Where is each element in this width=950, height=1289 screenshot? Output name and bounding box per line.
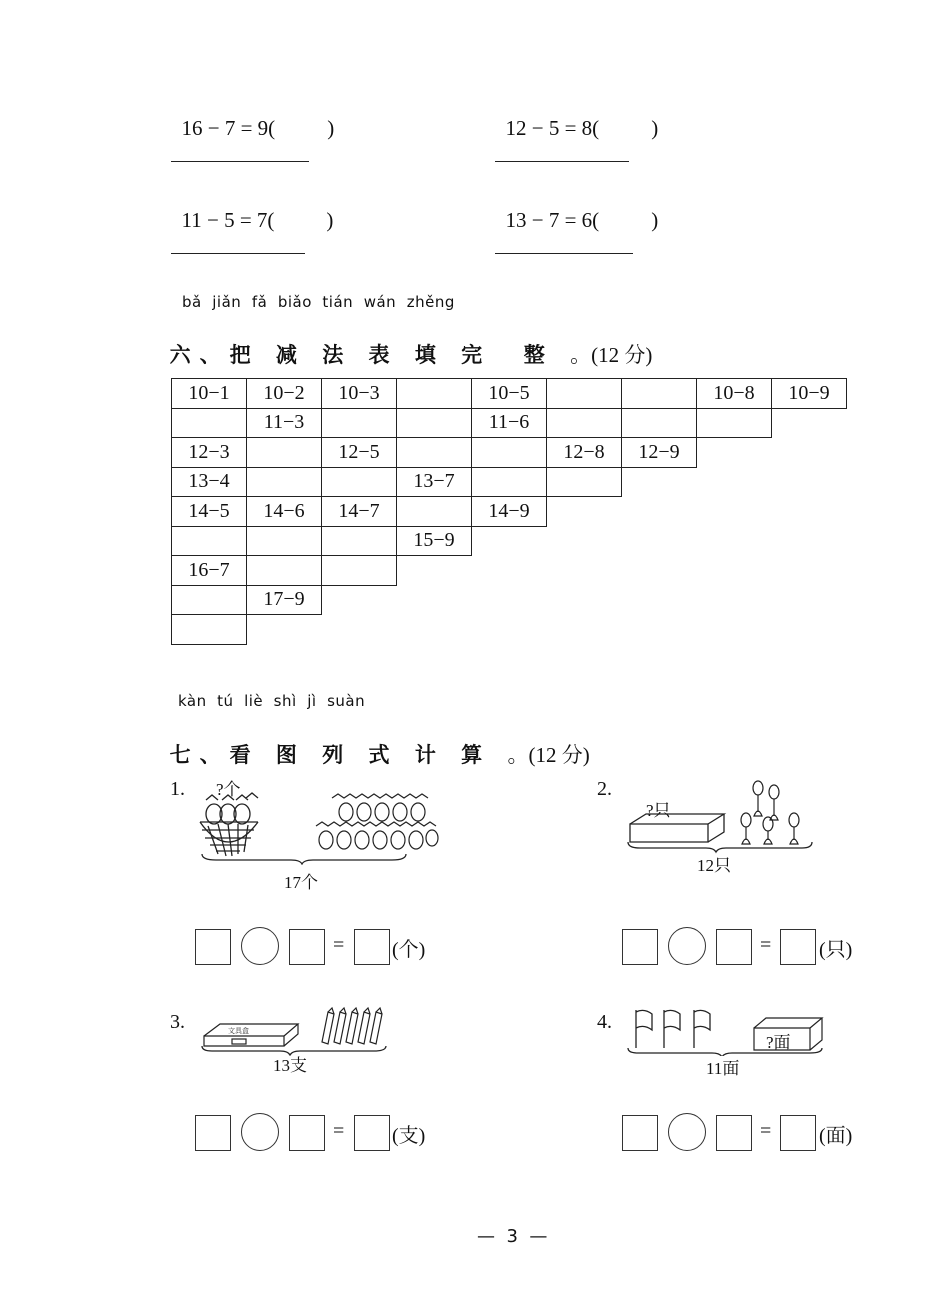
problem-4-question-label: ?面 — [766, 1033, 791, 1052]
table-spacer — [322, 585, 397, 615]
table-cell: 14−5 — [172, 497, 247, 527]
table-blank-cell[interactable] — [622, 408, 697, 438]
svg-text:文具盒: 文具盒 — [228, 1027, 249, 1035]
operator-circle[interactable] — [668, 1113, 706, 1151]
section6-pinyin: bǎ jiǎn fǎ biǎo tián wán zhěng — [182, 293, 455, 311]
table-row — [172, 497, 847, 527]
table-row — [172, 526, 847, 556]
table-blank-cell[interactable] — [547, 379, 622, 409]
table-spacer — [772, 615, 847, 645]
table-blank-cell[interactable] — [247, 467, 322, 497]
equals-sign: = — [760, 934, 772, 956]
table-spacer — [547, 585, 622, 615]
table-cell: 14−6 — [247, 497, 322, 527]
equation-4: 13 − 7 = 6( ) — [505, 208, 659, 232]
flags-box-illustration — [624, 1006, 829, 1056]
answer-line-3[interactable] — [171, 253, 305, 254]
table-blank-cell[interactable] — [547, 408, 622, 438]
table-blank-cell[interactable] — [397, 379, 472, 409]
answer-line-4[interactable] — [495, 253, 633, 254]
box-instruments-illustration — [624, 776, 819, 854]
answer-box[interactable] — [354, 1115, 390, 1151]
answer-box[interactable] — [195, 929, 231, 965]
answer-box[interactable] — [289, 929, 325, 965]
table-spacer — [472, 556, 547, 586]
problem-3-total-label: 13支 — [273, 1056, 307, 1075]
table-spacer — [397, 615, 472, 645]
pencilcase-pencils-illustration — [198, 1006, 393, 1056]
table-blank-cell[interactable] — [322, 467, 397, 497]
table-blank-cell[interactable] — [322, 408, 397, 438]
table-spacer — [547, 556, 622, 586]
table-spacer — [472, 615, 547, 645]
unit-label: (面) — [819, 1125, 853, 1147]
section7-heading: 七、看 图 列 式 计 算 。(12 分) — [169, 743, 590, 767]
brace — [202, 854, 406, 864]
answer-box[interactable] — [289, 1115, 325, 1151]
table-cell: 13−7 — [397, 467, 472, 497]
equals-sign: = — [333, 1120, 345, 1142]
table-spacer — [622, 467, 697, 497]
table-spacer — [397, 585, 472, 615]
table-row — [172, 556, 847, 586]
table-row — [172, 615, 847, 645]
table-spacer — [772, 438, 847, 468]
table-spacer — [697, 556, 772, 586]
unit-label: (支) — [392, 1125, 426, 1147]
table-spacer — [697, 467, 772, 497]
answer-box[interactable] — [622, 929, 658, 965]
pencil-case — [204, 1024, 298, 1046]
problem-1-total-label: 17个 — [284, 873, 318, 892]
table-spacer — [622, 497, 697, 527]
table-cell: 15−9 — [397, 526, 472, 556]
table-cell: 10−2 — [247, 379, 322, 409]
table-blank-cell[interactable] — [397, 438, 472, 468]
table-blank-cell[interactable] — [322, 526, 397, 556]
trumpet-group — [741, 781, 799, 844]
section7-pinyin: kàn tú liè shì jì suàn — [178, 692, 366, 710]
equation-2: 12 − 5 = 8( ) — [505, 116, 659, 140]
table-blank-cell[interactable] — [472, 467, 547, 497]
operator-circle[interactable] — [668, 927, 706, 965]
table-cell: 10−1 — [172, 379, 247, 409]
apple-basket — [200, 793, 258, 856]
table-spacer — [772, 467, 847, 497]
answer-box[interactable] — [716, 1115, 752, 1151]
table-cell: 11−6 — [472, 408, 547, 438]
table-blank-cell[interactable] — [547, 467, 622, 497]
apple-group — [316, 794, 438, 849]
table-spacer — [322, 615, 397, 645]
table-spacer — [622, 556, 697, 586]
problem-2-total-label: 12只 — [697, 856, 731, 875]
closed-box — [630, 814, 724, 842]
page-number: — 3 — — [477, 1226, 548, 1247]
answer-box[interactable] — [716, 929, 752, 965]
table-cell: 16−7 — [172, 556, 247, 586]
unit-label: (个) — [392, 939, 426, 961]
table-blank-cell[interactable] — [247, 438, 322, 468]
problem-1-number: 1. — [170, 778, 185, 800]
table-blank-cell[interactable] — [697, 408, 772, 438]
table-spacer — [697, 438, 772, 468]
table-cell: 12−5 — [322, 438, 397, 468]
pencil-group — [322, 1008, 382, 1044]
table-spacer — [547, 526, 622, 556]
table-blank-cell[interactable] — [172, 615, 247, 645]
table-cell: 14−9 — [472, 497, 547, 527]
operator-circle[interactable] — [241, 1113, 279, 1151]
table-blank-cell[interactable] — [397, 497, 472, 527]
table-row — [172, 585, 847, 615]
apples-illustration — [196, 790, 441, 865]
problem-3-number: 3. — [170, 1011, 185, 1033]
answer-box[interactable] — [622, 1115, 658, 1151]
table-cell: 10−3 — [322, 379, 397, 409]
operator-circle[interactable] — [241, 927, 279, 965]
table-cell: 12−9 — [622, 438, 697, 468]
table-row — [172, 438, 847, 468]
table-blank-cell[interactable] — [247, 526, 322, 556]
table-blank-cell[interactable] — [322, 556, 397, 586]
table-spacer — [547, 497, 622, 527]
table-blank-cell[interactable] — [172, 585, 247, 615]
table-cell: 13−4 — [172, 467, 247, 497]
equals-sign: = — [760, 1120, 772, 1142]
table-spacer — [622, 615, 697, 645]
table-blank-cell[interactable] — [472, 438, 547, 468]
table-row — [172, 379, 847, 409]
unit-label: (只) — [819, 939, 853, 961]
table-cell: 10−9 — [772, 379, 847, 409]
table-spacer — [697, 585, 772, 615]
table-spacer — [247, 615, 322, 645]
table-spacer — [697, 497, 772, 527]
table-row — [172, 408, 847, 438]
table-spacer — [547, 615, 622, 645]
table-spacer — [772, 408, 847, 438]
answer-box[interactable] — [195, 1115, 231, 1151]
table-spacer — [772, 526, 847, 556]
table-cell: 12−8 — [547, 438, 622, 468]
flag-group — [636, 1010, 710, 1048]
answer-box[interactable] — [780, 1115, 816, 1151]
equation-3: 11 − 5 = 7( ) — [181, 208, 334, 232]
answer-box[interactable] — [354, 929, 390, 965]
table-blank-cell[interactable] — [247, 556, 322, 586]
problem-4-total-label: 11面 — [706, 1059, 740, 1078]
table-cell: 12−3 — [172, 438, 247, 468]
answer-line-1[interactable] — [171, 161, 309, 162]
table-spacer — [472, 585, 547, 615]
table-spacer — [772, 585, 847, 615]
equals-sign: = — [333, 934, 345, 956]
table-cell: 17−9 — [247, 585, 322, 615]
table-cell: 11−3 — [247, 408, 322, 438]
table-spacer — [622, 526, 697, 556]
table-spacer — [772, 497, 847, 527]
section6-heading: 六、把 减 法 表 填 完 整 。(12 分) — [169, 343, 653, 367]
table-spacer — [697, 526, 772, 556]
table-spacer — [622, 585, 697, 615]
equation-1: 16 − 7 = 9( ) — [181, 116, 335, 140]
table-blank-cell[interactable] — [172, 526, 247, 556]
problem-2-number: 2. — [597, 778, 612, 800]
subtraction-table — [171, 378, 847, 645]
problem-1-question-label: ?个 — [216, 780, 241, 799]
problem-4-number: 4. — [597, 1011, 612, 1033]
table-cell: 14−7 — [322, 497, 397, 527]
problem-2-question-label: ?只 — [646, 801, 671, 820]
table-row — [172, 467, 847, 497]
table-spacer — [697, 615, 772, 645]
answer-line-2[interactable] — [495, 161, 629, 162]
table-spacer — [472, 526, 547, 556]
table-spacer — [397, 556, 472, 586]
answer-box[interactable] — [780, 929, 816, 965]
table-blank-cell[interactable] — [622, 379, 697, 409]
table-cell: 10−8 — [697, 379, 772, 409]
table-spacer — [772, 556, 847, 586]
table-blank-cell[interactable] — [397, 408, 472, 438]
table-blank-cell[interactable] — [172, 408, 247, 438]
table-cell: 10−5 — [472, 379, 547, 409]
